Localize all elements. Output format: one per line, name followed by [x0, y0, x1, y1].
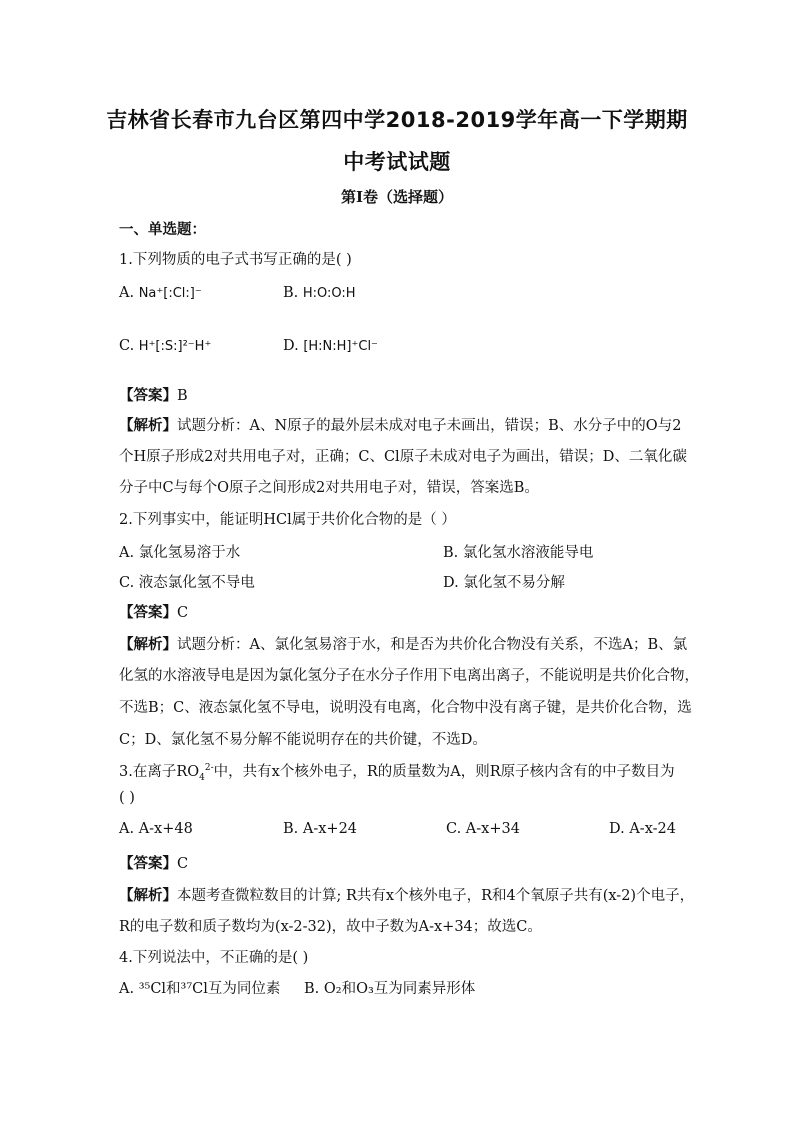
q4-option-b[interactable]: B. O₂和O₃互为同素异形体	[304, 981, 476, 997]
q2-analysis-line4: C；D、氯化氢不易分解不能说明存在的共价键，不选D。	[119, 732, 487, 748]
q2-option-c[interactable]: C. 液态氯化氢不导电	[119, 575, 255, 591]
q1-analysis-label: 【解析】	[119, 417, 177, 434]
q2-analysis-text-1: 试题分析：A、氯化氢易溶于水，和是否为共价化合物没有关系，不选A；B、氯	[177, 637, 688, 653]
q1-option-d-label: D.	[283, 338, 299, 354]
q1-option-c-label: C.	[119, 338, 135, 354]
q3-option-c[interactable]: C. A-x+34	[446, 821, 520, 837]
q3-answer-value: C	[177, 856, 189, 872]
q3-analysis-line1	[119, 884, 694, 905]
q1-option-a-label: A.	[119, 285, 135, 301]
q3-option-a[interactable]: A. A-x+48	[119, 821, 193, 837]
q3-stem-sup: 2-	[204, 763, 214, 774]
q1-option-b-label: B.	[283, 285, 299, 301]
q2-analysis-line2: 化氢的水溶液导电是因为氯化氢分子在水分子作用下电离出离子，不能说明是共价化合物，	[119, 668, 699, 684]
q3-answer	[119, 852, 188, 873]
q3-option-d[interactable]: D. A-x-24	[609, 821, 676, 837]
q1-option-b-formula: H:O:O:H	[302, 286, 356, 301]
q3-stem	[119, 760, 675, 783]
q3-stem-part2: 中，共有x个核外电子，R的质量数为A，则R原子核内含有的中子数目为	[213, 764, 675, 780]
q2-analysis-line1	[119, 633, 687, 654]
q3-option-b[interactable]: B. A-x+24	[283, 821, 358, 837]
q1-analysis-line2: 个H原子形成2对共用电子对，正确；C、Cl原子未成对电子为画出，错误；D、二氧化碳	[119, 449, 687, 465]
q1-option-b[interactable]	[283, 285, 356, 301]
q1-analysis-text-1: 试题分析：A、N原子的最外层未成对电子未画出，错误；B、水分子中的O与2	[177, 418, 682, 434]
q4-option-a[interactable]: A. ³⁵Cl和³⁷Cl互为同位素	[119, 981, 281, 997]
q2-stem: 2.下列事实中，能证明HCl属于共价化合物的是（ ）	[119, 512, 456, 528]
q1-option-c[interactable]	[119, 338, 211, 354]
q1-answer	[119, 384, 188, 405]
q3-analysis-text-1: 本题考查微粒数目的计算; R共有x个核外电子，R和4个氧原子共有(x-2)个电子，	[177, 888, 695, 904]
q1-analysis-line1	[119, 414, 681, 435]
q2-option-a[interactable]: A. 氯化氢易溶于水	[119, 545, 241, 561]
q3-analysis-label: 【解析】	[119, 887, 177, 904]
q3-answer-label: 【答案】	[119, 855, 177, 872]
q1-answer-value: B	[177, 388, 188, 404]
q1-option-d-formula: [H:N:H]⁺Cl⁻	[303, 339, 378, 354]
q2-answer	[119, 601, 188, 622]
q1-option-d[interactable]	[283, 338, 378, 354]
q3-stem-sub: 4	[199, 772, 205, 783]
q2-analysis-line3: 不选B；C、液态氯化氢不导电，说明没有电离，化合物中没有离子键，是共价化合物，选	[119, 700, 692, 716]
q1-answer-label: 【答案】	[119, 387, 177, 404]
q1-stem: 1.下列物质的电子式书写正确的是( )	[119, 252, 352, 268]
q1-option-c-formula: H⁺[:S:]²⁻H⁺	[138, 339, 212, 354]
part-title: 一、单选题：	[119, 221, 206, 238]
q2-option-d[interactable]: D. 氯化氢不易分解	[443, 575, 565, 591]
q1-analysis-line3: 分子中C与每个O原子之间形成2对共用电子对，错误，答案选B。	[119, 480, 539, 496]
q2-option-b[interactable]: B. 氯化氢水溶液能导电	[443, 545, 594, 561]
document-title-line2: 中考试试题	[343, 150, 451, 174]
q1-option-a-formula: Na⁺[:Cl:]⁻	[138, 286, 202, 301]
q2-answer-label: 【答案】	[119, 604, 177, 621]
document-title-line1: 吉林省长春市九台区第四中学2018-2019学年高一下学期期	[106, 108, 688, 132]
q3-stem-line2: ( )	[119, 790, 135, 806]
q3-analysis-line2: R的电子数和质子数均为(x-2-32)，故中子数为A-x+34；故选C。	[119, 919, 542, 935]
q1-option-a[interactable]	[119, 285, 202, 301]
q2-answer-value: C	[177, 605, 189, 621]
q4-stem: 4.下列说法中，不正确的是( )	[119, 950, 309, 966]
q3-stem-part1: 3.在离子RO	[119, 764, 200, 780]
q2-analysis-label: 【解析】	[119, 636, 177, 653]
section-title: 第Ⅰ卷（选择题）	[340, 188, 454, 206]
